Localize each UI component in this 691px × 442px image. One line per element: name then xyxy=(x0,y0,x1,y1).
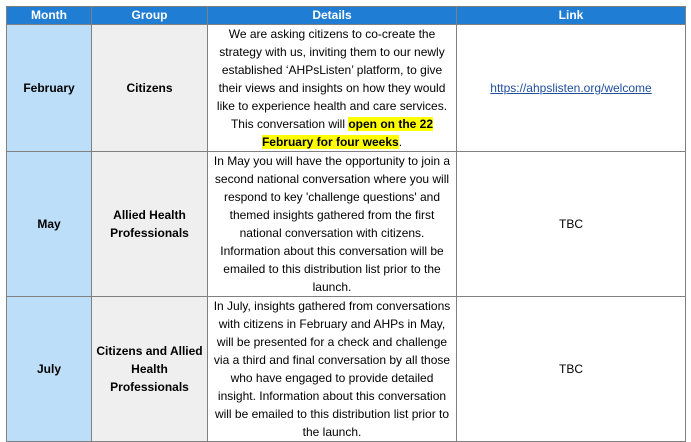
month-cell: July xyxy=(7,297,92,442)
highlighted-date-text: open on the 22 February for four weeks xyxy=(261,117,434,149)
header-link: Link xyxy=(457,7,686,25)
header-group: Group xyxy=(92,7,208,25)
link-cell: TBC xyxy=(457,152,686,297)
group-cell: Citizens and Allied Health Professionals xyxy=(92,297,208,442)
ahpslisten-link[interactable]: https://ahpslisten.org/welcome xyxy=(490,81,652,95)
details-text-end: . xyxy=(398,135,403,149)
header-details: Details xyxy=(208,7,457,25)
details-cell: In May you will have the opportunity to join a second national conversation where you will respond to key 'challenge questions' and themed insights gathered from the first national conversation with citizens. Information about this conversation will be emailed to this distribution list prior to the launch. xyxy=(208,152,457,297)
details-cell xyxy=(208,25,457,152)
group-cell: Citizens xyxy=(92,25,208,152)
table-row-february xyxy=(7,25,686,152)
header-month: Month xyxy=(7,7,92,25)
group-cell: Allied Health Professionals xyxy=(92,152,208,297)
schedule-table-wrapper xyxy=(6,6,686,442)
month-cell: May xyxy=(7,152,92,297)
header-row xyxy=(7,7,686,25)
details-text: We are asking citizens to co-create the strategy with us, inviting them to our newly established ‘AHPsListen’ platform, to give their views and insights on how they would like to experience health and care services. This conversation will xyxy=(216,27,448,131)
month-cell: February xyxy=(7,25,92,152)
table-row-may xyxy=(7,152,686,297)
link-cell xyxy=(457,25,686,152)
table-row-july xyxy=(7,297,686,442)
schedule-table xyxy=(6,6,686,442)
details-cell: In July, insights gathered from conversations with citizens in February and AHPs in May, will be presented for a check and challenge via a third and final conversation by all those who have engaged to provide detailed insight. Information about this conversation will be emailed to this distribution list prior to the launch. xyxy=(208,297,457,442)
link-cell: TBC xyxy=(457,297,686,442)
